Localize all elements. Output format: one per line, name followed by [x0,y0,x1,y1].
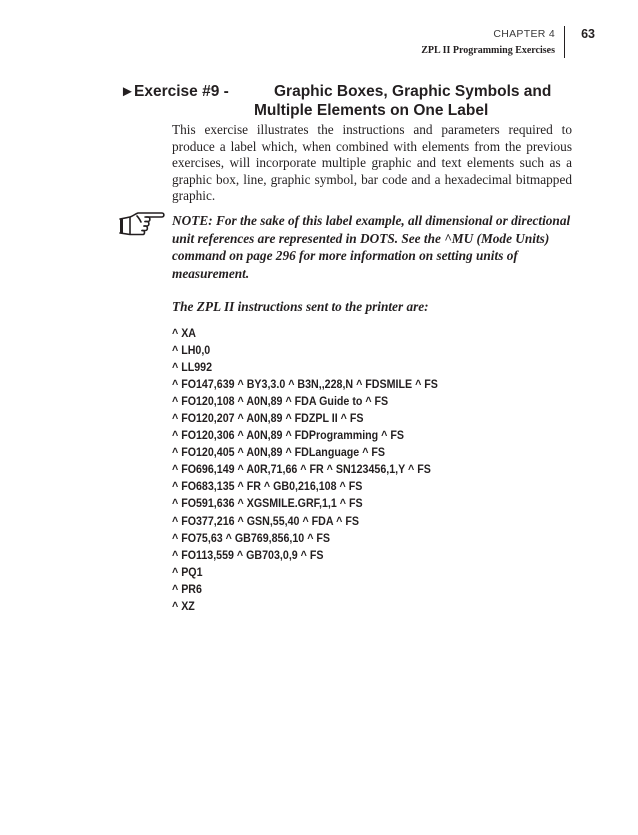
code-line: ^ PR6 [172,582,202,596]
code-line: ^ FO377,216 ^ GSN,55,40 ^ FDA ^ FS [172,514,359,528]
exercise-marker-icon: ► [120,83,135,100]
exercise-label: Exercise #9 - [134,83,229,100]
code-line: ^ FO113,559 ^ GB703,0,9 ^ FS [172,548,324,562]
note-paragraph: NOTE: For the sake of this label example, all dimensional or directional unit references are represented in DOTS. See the ^MU (Mode Units) command on page 296 for more information on setting units of measurement. [172,213,571,281]
exercise-heading-row [120,82,600,101]
code-line: ^ XZ [172,599,195,613]
zpl-instructions-heading: The ZPL II instructions sent to the printer are: [172,299,429,314]
code-line: ^ FO75,63 ^ GB769,856,10 ^ FS [172,531,331,545]
code-line: ^ XA [172,327,197,340]
code-line: ^ FO683,135 ^ FR ^ GB0,216,108 ^ FS [172,480,363,494]
code-line: ^ FO120,405 ^ A0N,89 ^ FDLanguage ^ FS [172,446,386,460]
code-line: ^ FO147,639 ^ BY3,3.0 ^ B3N,,228,N ^ FDSMILE ^ FS [172,378,438,392]
chapter-title: ZPL II Programming Exercises [421,45,555,56]
exercise-title-line-1: Graphic Boxes, Graphic Symbols and [274,83,552,100]
code-line: ^ FO696,149 ^ A0R,71,66 ^ FR ^ SN123456,1,Y ^ FS [172,463,431,477]
code-line: ^ FO120,108 ^ A0N,89 ^ FDA Guide to ^ FS [172,395,389,409]
exercise-heading [120,82,600,120]
page-number: 63 [581,27,595,41]
code-line: ^ LH0,0 [172,344,211,358]
intro-paragraph: This exercise illustrates the instructions and parameters required to produce a label which, when combined with elements from the previous exercises, will incorporate multiple graphic and text elements such as a graphic box, line, graphic symbol, bar code and a hexadecimal bitmapped graphic. [172,122,572,204]
code-line: ^ PQ1 [172,565,203,579]
code-line: ^ FO120,306 ^ A0N,89 ^ FDProgramming ^ FS [172,429,404,443]
page-header [310,26,610,58]
code-line: ^ FO120,207 ^ A0N,89 ^ FDZPL II ^ FS [172,412,364,426]
pointing-hand-icon [118,208,166,238]
header-divider [564,26,565,58]
code-line: ^ LL992 [172,361,213,375]
exercise-title-line-2: Multiple Elements on One Label [254,102,489,119]
chapter-label: CHAPTER 4 [493,28,555,40]
code-line: ^ FO591,636 ^ XGSMILE.GRF,1,1 ^ FS [172,497,363,511]
zpl-code-block [172,325,558,615]
